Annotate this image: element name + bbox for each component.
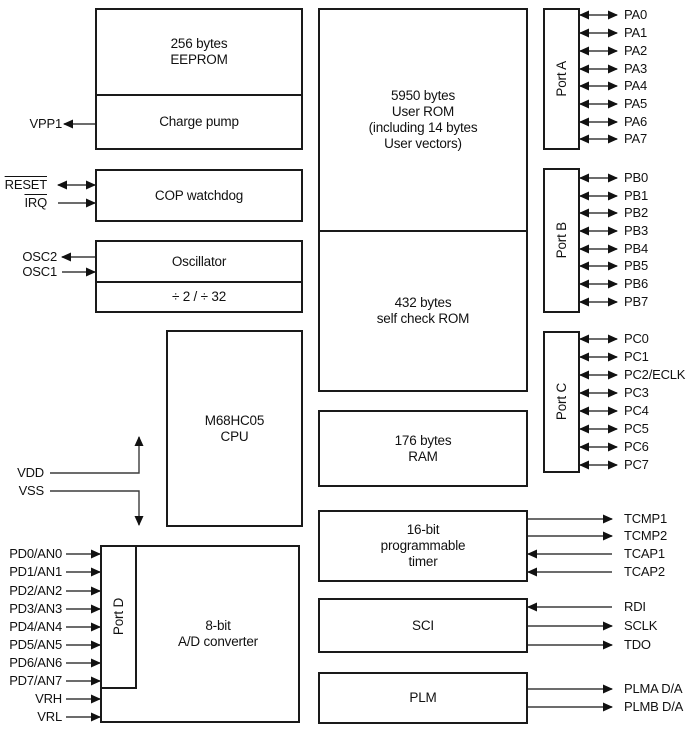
plmb-pin-label: PLMB D/A [624,699,684,714]
pb2-pin-label: PB2 [624,205,648,220]
pc7-pin-label: PC7 [624,457,649,472]
pd3-pin-label: PD3/AN3 [9,601,62,616]
pd2-pin-label: PD2/AN2 [9,583,62,598]
pd1-pin-label: PD1/AN1 [9,564,62,579]
oscillator-block [95,240,303,283]
osc1-pin-label: OSC1 [22,264,57,279]
user-rom-block [318,8,528,232]
port-d-block [100,545,137,689]
pc0-pin-label: PC0 [624,331,649,346]
timer-block [318,510,528,582]
charge-pump-label: Charge pump [159,114,239,129]
pb3-pin-label: PB3 [624,223,648,238]
pc1-pin-label: PC1 [624,349,649,364]
pc3-pin-label: PC3 [624,385,649,400]
vss-pin-label: VSS [18,483,44,498]
ram-block [318,410,528,487]
charge-pump-block [95,94,303,150]
tdo-pin-label: TDO [624,637,651,652]
plm-label: PLM [409,690,437,705]
ram-label: RAM [408,448,438,464]
pa3-pin-label: PA3 [624,61,648,76]
pa4-pin-label: PA4 [624,78,648,93]
reset-pin-label [0,177,47,193]
user-rom-label: User vectors) [384,136,462,151]
pa2-pin-label: PA2 [624,43,648,58]
vdd-pin-label: VDD [17,465,44,480]
pb6-pin-label: PB6 [624,276,648,291]
pd0-pin-label: PD0/AN0 [9,546,62,561]
divider-label: ÷ 2 / ÷ 32 [171,289,227,304]
sclk-pin-label: SCLK [624,618,658,633]
port-b-label: Port B [553,222,569,259]
timer-label: programmable [380,538,466,553]
vrh-pin-label: VRH [35,691,62,706]
pc6-pin-label: PC6 [624,439,649,454]
user-rom-label: (including 14 bytes [368,120,478,135]
user-rom-label: User ROM [391,104,455,119]
vdd-arrow [50,437,139,473]
port-d-label: Port D [110,598,126,636]
eeprom-label: 256 bytes [170,36,228,51]
irq-pin-label [0,195,47,211]
port-a-label: Port A [553,61,569,97]
irq-pin-text: $\overline{IRQ}$ [24,195,47,210]
port-c-block [543,331,580,473]
self-check-rom-block [318,230,528,392]
timer-label: timer [408,554,438,569]
cop-watchdog-label: COP watchdog [154,187,244,203]
pa0-pin-label: PA0 [624,7,648,22]
eeprom-block [95,8,303,96]
ram-label: 176 bytes [394,432,452,448]
reset-pin-text: RESET [4,177,47,192]
eeprom-label: EEPROM [170,52,228,67]
plm-block [318,672,528,724]
pb4-pin-label: PB4 [624,241,648,256]
port-b-block [543,168,580,313]
tcmp2-pin-label: TCMP2 [624,528,668,543]
vss-arrow [50,491,139,525]
rdi-pin-label: RDI [624,599,646,614]
cpu-label: CPU [220,428,249,444]
pb5-pin-label: PB5 [624,258,648,273]
self-check-rom-label: self check ROM [376,311,470,326]
plma-pin-label: PLMA D/A [624,681,683,696]
vrl-pin-label: VRL [37,709,62,724]
pa1-pin-label: PA1 [624,25,648,40]
pd4-pin-label: PD4/AN4 [9,619,62,634]
tcap2-pin-label: TCAP2 [624,564,665,579]
pa6-pin-label: PA6 [624,114,648,129]
port-c-label: Port C [553,383,569,421]
pc4-pin-label: PC4 [624,403,649,418]
sci-block [318,598,528,653]
adc-label: A/D converter [178,634,258,649]
tcmp1-pin-label: TCMP1 [624,511,668,526]
port-a-block [543,8,580,150]
pd7-pin-label: PD7/AN7 [9,673,62,688]
pa5-pin-label: PA5 [624,96,648,111]
pb7-pin-label: PB7 [624,294,648,309]
tcap1-pin-label: TCAP1 [624,546,665,561]
oscillator-label: Oscillator [171,253,227,269]
cpu-label: M68HC05 [204,412,265,428]
user-rom-label: 5950 bytes [390,88,456,103]
osc2-pin-label: OSC2 [22,249,57,264]
divider-block [95,281,303,313]
timer-label: 16-bit [406,522,440,537]
cpu-block [166,330,303,527]
pd5-pin-label: PD5/AN5 [9,637,62,652]
pc2-eclk-pin-label: PC2/ECLK [624,367,686,382]
pc5-pin-label: PC5 [624,421,649,436]
vpp1-pin-label: VPP1 [29,116,62,131]
self-check-rom-label: 432 bytes [394,295,452,310]
pd6-pin-label: PD6/AN6 [9,655,62,670]
pa7-pin-label: PA7 [624,131,648,146]
pb0-pin-label: PB0 [624,170,648,185]
adc-label: 8-bit [205,618,231,633]
pb1-pin-label: PB1 [624,188,648,203]
cop-watchdog-block [95,169,303,222]
sci-label: SCI [412,617,434,633]
